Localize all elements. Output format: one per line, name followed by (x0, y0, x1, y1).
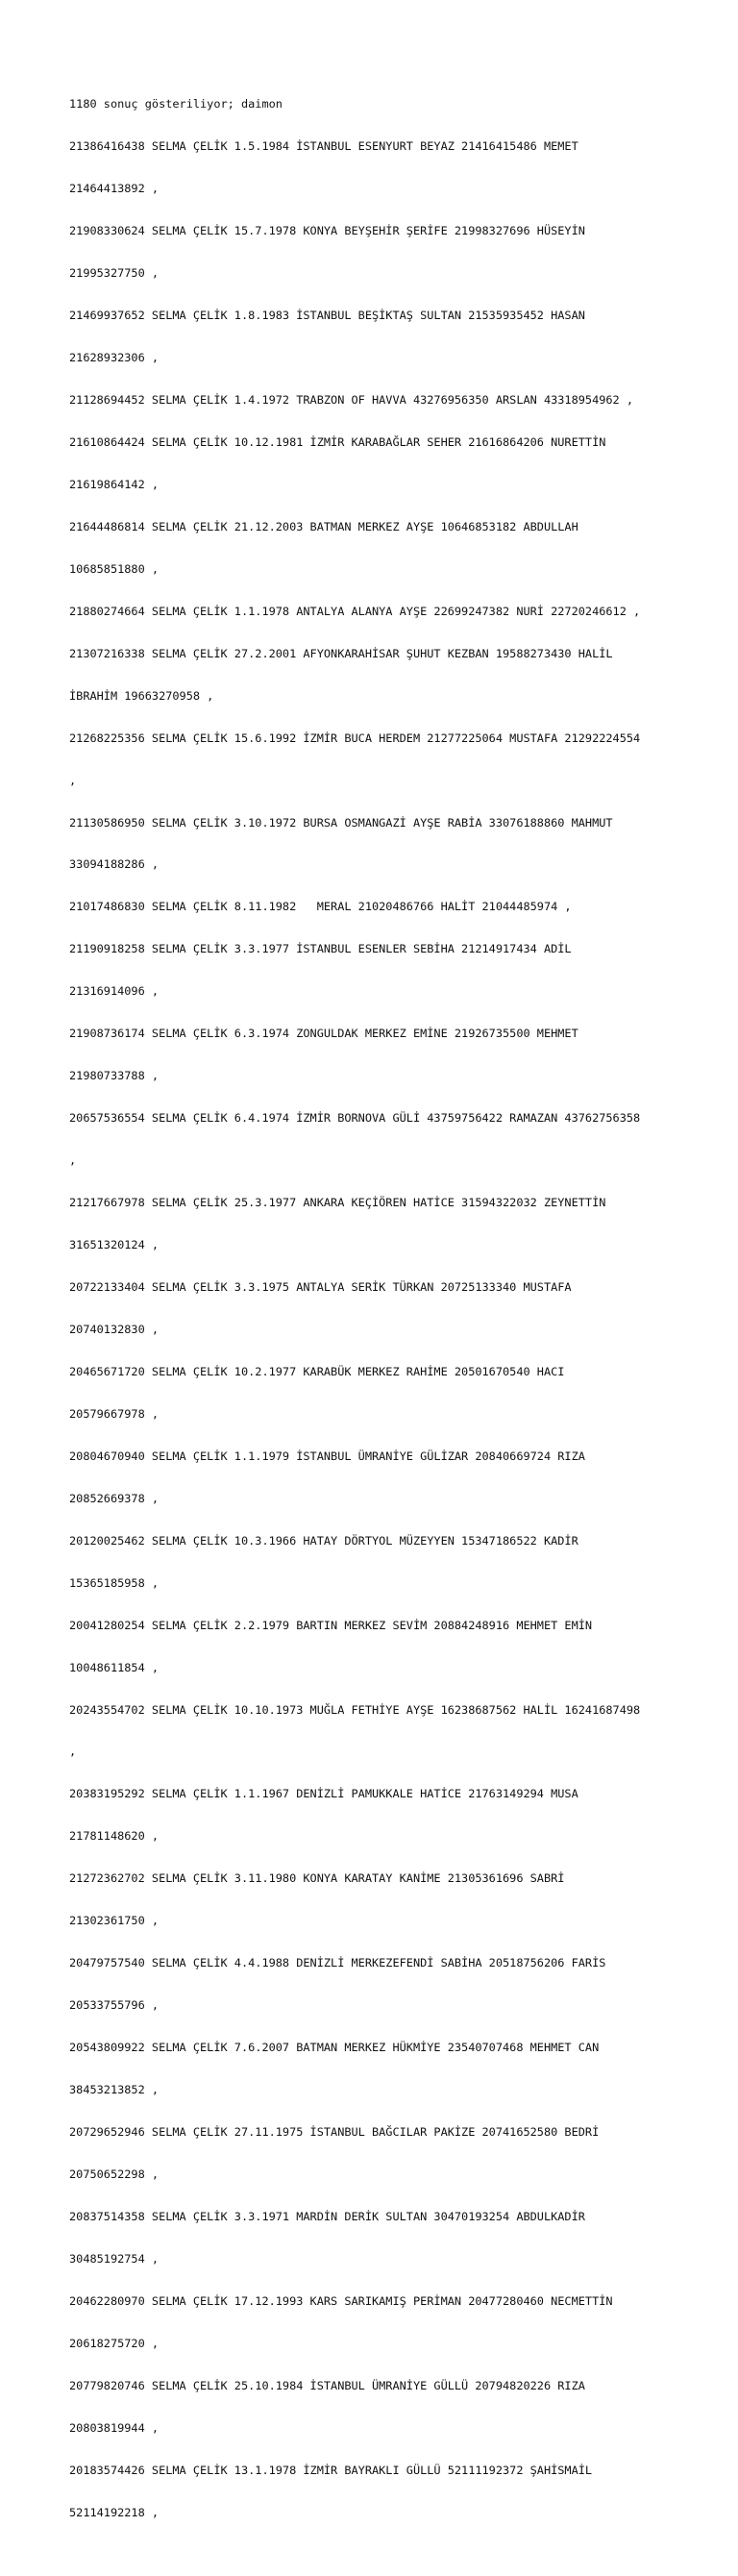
record-line: 20852669378 , (69, 1491, 160, 1505)
record-line: 20479757540 SELMA ÇELİK 4.4.1988 DENİZLİ MERKEZEFENDİ SABİHA 20518756206 FARİS (69, 1956, 606, 1970)
record-line: 10048611854 , (69, 1660, 160, 1674)
record-line (69, 2548, 684, 2563)
record-line: 21908736174 SELMA ÇELİK 6.3.1974 ZONGULDAK MERKEZ EMİNE 21926735500 MEHMET (69, 1027, 578, 1041)
record-line: 20803819944 , (69, 2420, 160, 2435)
record-line: 21464413892 , (69, 182, 160, 196)
record-line: 21619864142 , (69, 477, 160, 491)
record-line: 20465671720 SELMA ÇELİK 10.2.1977 KARABÜK MERKEZ RAHİME 20501670540 HACI (69, 1364, 565, 1378)
record-line: 20722133404 SELMA ÇELİK 3.3.1975 ANTALYA SERİK TÜRKAN 20725133340 MUSTAFA (69, 1280, 572, 1294)
record-line: 20462280970 SELMA ÇELİK 17.12.1993 KARS SARIKAMIŞ PERİMAN 20477280460 NECMETTİN (69, 2293, 613, 2308)
record-line: İBRAHİM 19663270958 , (69, 688, 214, 703)
record-line: 21628932306 , (69, 351, 160, 365)
record-line: 31651320124 , (69, 1238, 160, 1252)
record-line: 15365185958 , (69, 1575, 160, 1590)
record-line: 21386416438 SELMA ÇELİK 1.5.1984 İSTANBUL ESENYURT BEYAZ 21416415486 MEMET (69, 139, 578, 154)
record-line: 20750652298 , (69, 2167, 160, 2182)
record-line: 21268225356 SELMA ÇELİK 15.6.1992 İZMİR BUCA HERDEM 21277225064 MUSTAFA 21292224554 (69, 731, 641, 745)
record-line: 20383195292 SELMA ÇELİK 1.1.1967 DENİZLİ PAMUKKALE HATİCE 21763149294 MUSA (69, 1787, 578, 1801)
document-body (69, 69, 684, 2576)
record-line: 20804670940 SELMA ÇELİK 1.1.1979 İSTANBUL ÜMRANİYE GÜLİZAR 20840669724 RIZA (69, 1449, 585, 1463)
record-line: 20837514358 SELMA ÇELİK 3.3.1971 MARDİN DERİK SULTAN 30470193254 ABDULKADİR (69, 2209, 585, 2223)
record-line: 21469937652 SELMA ÇELİK 1.8.1983 İSTANBUL BEŞİKTAŞ SULTAN 21535935452 HASAN (69, 309, 585, 323)
results-header: 1180 sonuç gösteriliyor; daimon (69, 97, 283, 111)
record-line: 20120025462 SELMA ÇELİK 10.3.1966 HATAY DÖRTYOL MÜZEYYEN 15347186522 KADİR (69, 1533, 578, 1548)
record-line: 21995327750 , (69, 266, 160, 281)
record-line: 20243554702 SELMA ÇELİK 10.10.1973 MUĞLA FETHİYE AYŞE 16238687562 HALİL 16241687498 (69, 1702, 641, 1717)
record-line: , (69, 1153, 77, 1168)
record-line: 52114192218 , (69, 2505, 160, 2519)
record-line: 20183574426 SELMA ÇELİK 13.1.1978 İZMİR BAYRAKLI GÜLLÜ 52111192372 ŞAHİSMAİL (69, 2463, 593, 2477)
record-line: 20740132830 , (69, 1322, 160, 1336)
record-line: , (69, 773, 77, 787)
record-line: 20779820746 SELMA ÇELİK 25.10.1984 İSTANBUL ÜMRANİYE GÜLLÜ 20794820226 RIZA (69, 2378, 585, 2392)
record-line: 20533755796 , (69, 1998, 160, 2013)
record-line: 21908330624 SELMA ÇELİK 15.7.1978 KONYA BEYŞEHİR ŞERİFE 21998327696 HÜSEYİN (69, 224, 585, 238)
record-line: 33094188286 , (69, 857, 160, 872)
record-line: , (69, 1745, 77, 1759)
record-line: 20041280254 SELMA ÇELİK 2.2.1979 BARTIN MERKEZ SEVİM 20884248916 MEHMET EMİN (69, 1618, 593, 1632)
record-line: 21128694452 SELMA ÇELİK 1.4.1972 TRABZON OF HAVVA 43276956350 ARSLAN 43318954962 , (69, 392, 634, 407)
record-line: 20543809922 SELMA ÇELİK 7.6.2007 BATMAN MERKEZ HÜKMİYE 23540707468 MEHMET CAN (69, 2041, 600, 2055)
record-line: 21130586950 SELMA ÇELİK 3.10.1972 BURSA OSMANGAZİ AYŞE RABİA 33076188860 MAHMUT (69, 815, 613, 830)
record-line: 21316914096 , (69, 984, 160, 999)
record-line: 20729652946 SELMA ÇELİK 27.11.1975 İSTANBUL BAĞCILAR PAKİZE 20741652580 BEDRİ (69, 2125, 600, 2140)
record-line: 38453213852 , (69, 2083, 160, 2097)
record-line: 21644486814 SELMA ÇELİK 21.12.2003 BATMAN MERKEZ AYŞE 10646853182 ABDULLAH (69, 519, 578, 533)
record-line: 21017486830 SELMA ÇELİK 8.11.1982 MERAL 21020486766 HALİT 21044485974 , (69, 900, 572, 914)
record-line: 21190918258 SELMA ÇELİK 3.3.1977 İSTANBUL ESENLER SEBİHA 21214917434 ADİL (69, 942, 572, 956)
record-line: 20657536554 SELMA ÇELİK 6.4.1974 İZMİR BORNOVA GÜLİ 43759756422 RAMAZAN 43762756358 (69, 1111, 641, 1126)
record-line: 21781148620 , (69, 1829, 160, 1844)
record-line: 21980733788 , (69, 1069, 160, 1083)
record-line: 21880274664 SELMA ÇELİK 1.1.1978 ANTALYA ALANYA AYŞE 22699247382 NURİ 22720246612 , (69, 604, 641, 618)
record-line: 21307216338 SELMA ÇELİK 27.2.2001 AFYONKARAHİSAR ŞUHUT KEZBAN 19588273430 HALİL (69, 646, 613, 660)
record-line: 20618275720 , (69, 2336, 160, 2350)
record-line: 21272362702 SELMA ÇELİK 3.11.1980 KONYA KARATAY KANİME 21305361696 SABRİ (69, 1871, 565, 1886)
record-line: 10685851880 , (69, 561, 160, 576)
record-line: 30485192754 , (69, 2251, 160, 2266)
record-line: 21610864424 SELMA ÇELİK 10.12.1981 İZMİR KARABAĞLAR SEHER 21616864206 NURETTİN (69, 434, 606, 449)
record-line: 21217667978 SELMA ÇELİK 25.3.1977 ANKARA KEÇİÖREN HATİCE 31594322032 ZEYNETTİN (69, 1196, 606, 1210)
record-line: 20579667978 , (69, 1406, 160, 1421)
record-line: 21302361750 , (69, 1914, 160, 1928)
